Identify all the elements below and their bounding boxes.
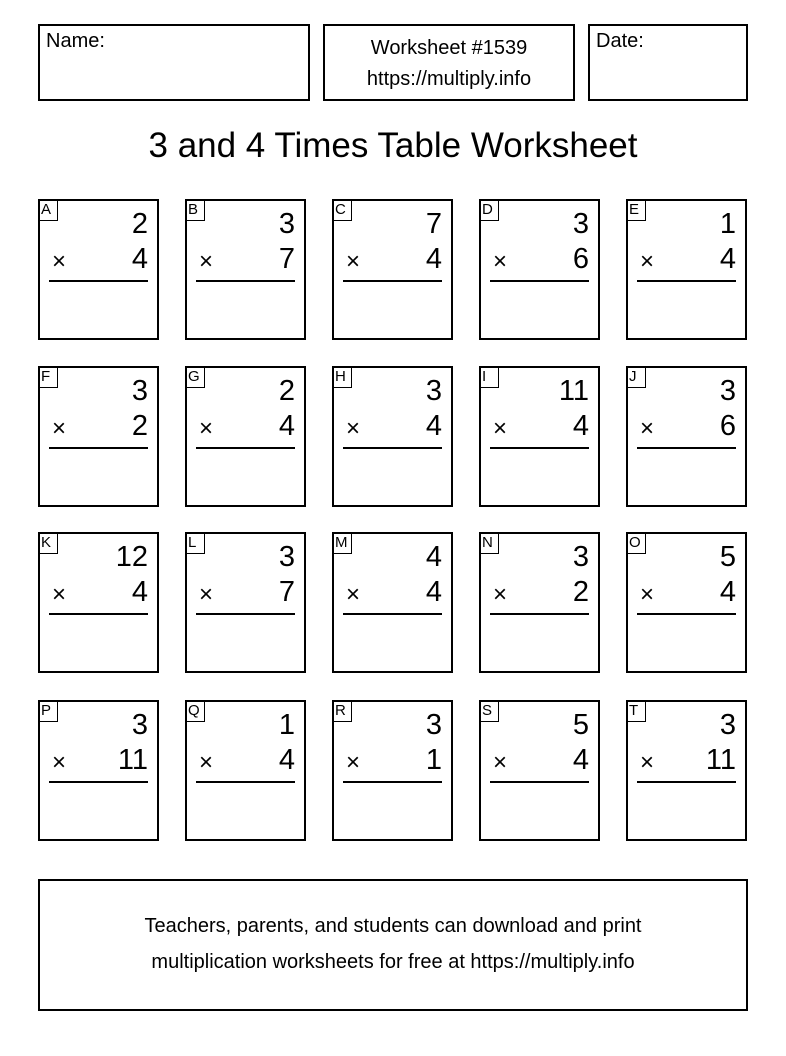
problem-top-number: 3 xyxy=(131,709,148,741)
page-title: 3 and 4 Times Table Worksheet xyxy=(148,126,638,165)
times-symbol: × xyxy=(52,749,67,776)
problem-top-number: 3 xyxy=(719,375,736,407)
problem-card xyxy=(38,700,159,841)
times-symbol: × xyxy=(346,581,361,608)
problem-card xyxy=(626,366,747,507)
answer-line xyxy=(196,781,295,783)
date-label: Date: xyxy=(596,30,644,52)
problem-top-number: 12 xyxy=(115,541,148,573)
problem-label: C xyxy=(332,199,352,221)
answer-line xyxy=(637,613,736,615)
problem-card xyxy=(185,532,306,673)
problem-top-number: 2 xyxy=(131,208,148,240)
problem-top-number: 3 xyxy=(719,709,736,741)
times-symbol: × xyxy=(199,581,214,608)
answer-line xyxy=(490,447,589,449)
problem-label: S xyxy=(479,700,499,722)
problem-label: D xyxy=(479,199,499,221)
problem-top-number: 2 xyxy=(278,375,295,407)
problem-card xyxy=(479,700,600,841)
problem-card xyxy=(38,366,159,507)
problem-bottom-number: 1 xyxy=(425,744,442,776)
problem-card xyxy=(185,700,306,841)
times-symbol: × xyxy=(640,415,655,442)
answer-line xyxy=(490,280,589,282)
problem-card xyxy=(38,532,159,673)
problem-bottom-number: 4 xyxy=(131,243,148,275)
answer-line xyxy=(343,781,442,783)
problem-top-number: 3 xyxy=(425,375,442,407)
problem-label: K xyxy=(38,532,58,554)
problem-label: A xyxy=(38,199,58,221)
times-symbol: × xyxy=(346,248,361,275)
problem-label: E xyxy=(626,199,646,221)
problem-top-number: 3 xyxy=(425,709,442,741)
times-symbol: × xyxy=(493,749,508,776)
problem-card xyxy=(479,532,600,673)
answer-line xyxy=(490,613,589,615)
problem-card xyxy=(185,199,306,340)
problem-bottom-number: 4 xyxy=(572,410,589,442)
problem-card xyxy=(332,532,453,673)
answer-line xyxy=(196,613,295,615)
answer-line xyxy=(343,613,442,615)
times-symbol: × xyxy=(52,415,67,442)
problem-bottom-number: 2 xyxy=(572,576,589,608)
answer-line xyxy=(196,447,295,449)
problem-bottom-number: 4 xyxy=(425,410,442,442)
problem-card xyxy=(38,199,159,340)
problem-bottom-number: 11 xyxy=(705,744,736,776)
date-field-box xyxy=(588,24,748,101)
problem-top-number: 1 xyxy=(719,208,736,240)
times-symbol: × xyxy=(346,415,361,442)
times-symbol: × xyxy=(493,581,508,608)
answer-line xyxy=(343,447,442,449)
problem-bottom-number: 4 xyxy=(719,243,736,275)
problem-card xyxy=(185,366,306,507)
problem-top-number: 3 xyxy=(278,541,295,573)
problem-top-number: 3 xyxy=(131,375,148,407)
problem-bottom-number: 7 xyxy=(278,243,295,275)
problem-bottom-number: 7 xyxy=(278,576,295,608)
footer-line-2: multiplication worksheets for free at https://multiply.info xyxy=(151,951,635,973)
problem-top-number: 11 xyxy=(558,375,589,407)
times-symbol: × xyxy=(346,749,361,776)
problem-top-number: 5 xyxy=(572,709,589,741)
problem-bottom-number: 4 xyxy=(572,744,589,776)
problem-label: N xyxy=(479,532,499,554)
problem-card xyxy=(626,700,747,841)
problem-top-number: 5 xyxy=(719,541,736,573)
problem-card xyxy=(479,366,600,507)
problem-label: M xyxy=(332,532,352,554)
times-symbol: × xyxy=(640,581,655,608)
answer-line xyxy=(637,280,736,282)
worksheet-url: https://multiply.info xyxy=(366,68,532,90)
answer-line xyxy=(490,781,589,783)
answer-line xyxy=(196,280,295,282)
problem-bottom-number: 4 xyxy=(278,744,295,776)
problem-label: Q xyxy=(185,700,205,722)
problem-label: R xyxy=(332,700,352,722)
times-symbol: × xyxy=(199,248,214,275)
problem-card xyxy=(626,199,747,340)
worksheet-number: Worksheet #1539 xyxy=(370,37,528,59)
answer-line xyxy=(49,613,148,615)
answer-line xyxy=(343,280,442,282)
problem-bottom-number: 6 xyxy=(719,410,736,442)
problem-top-number: 3 xyxy=(278,208,295,240)
problem-bottom-number: 4 xyxy=(278,410,295,442)
answer-line xyxy=(637,781,736,783)
problem-label: P xyxy=(38,700,58,722)
problem-top-number: 7 xyxy=(425,208,442,240)
problem-bottom-number: 11 xyxy=(117,744,148,776)
times-symbol: × xyxy=(640,749,655,776)
problem-card xyxy=(332,366,453,507)
problem-label: L xyxy=(185,532,205,554)
problem-label: J xyxy=(626,366,646,388)
problem-label: F xyxy=(38,366,58,388)
times-symbol: × xyxy=(199,415,214,442)
problem-card xyxy=(332,700,453,841)
answer-line xyxy=(49,280,148,282)
problem-top-number: 3 xyxy=(572,208,589,240)
times-symbol: × xyxy=(493,415,508,442)
problem-top-number: 1 xyxy=(278,709,295,741)
footer-line-1: Teachers, parents, and students can download and print xyxy=(144,915,642,937)
problem-bottom-number: 4 xyxy=(719,576,736,608)
problem-label: G xyxy=(185,366,205,388)
problem-label: O xyxy=(626,532,646,554)
problem-card xyxy=(479,199,600,340)
problem-bottom-number: 4 xyxy=(425,243,442,275)
problem-label: B xyxy=(185,199,205,221)
problem-card xyxy=(626,532,747,673)
problem-top-number: 3 xyxy=(572,541,589,573)
problem-bottom-number: 4 xyxy=(131,576,148,608)
problem-top-number: 4 xyxy=(425,541,442,573)
problem-bottom-number: 6 xyxy=(572,243,589,275)
times-symbol: × xyxy=(493,248,508,275)
problem-bottom-number: 4 xyxy=(425,576,442,608)
answer-line xyxy=(637,447,736,449)
problem-label: H xyxy=(332,366,352,388)
times-symbol: × xyxy=(52,248,67,275)
footer-box xyxy=(38,879,748,1011)
name-field-box xyxy=(38,24,310,101)
times-symbol: × xyxy=(640,248,655,275)
worksheet-info-box xyxy=(323,24,575,101)
times-symbol: × xyxy=(199,749,214,776)
problem-label: T xyxy=(626,700,646,722)
answer-line xyxy=(49,781,148,783)
problem-bottom-number: 2 xyxy=(131,410,148,442)
problem-label: I xyxy=(479,366,499,388)
problem-card xyxy=(332,199,453,340)
times-symbol: × xyxy=(52,581,67,608)
name-label: Name: xyxy=(46,30,105,52)
answer-line xyxy=(49,447,148,449)
